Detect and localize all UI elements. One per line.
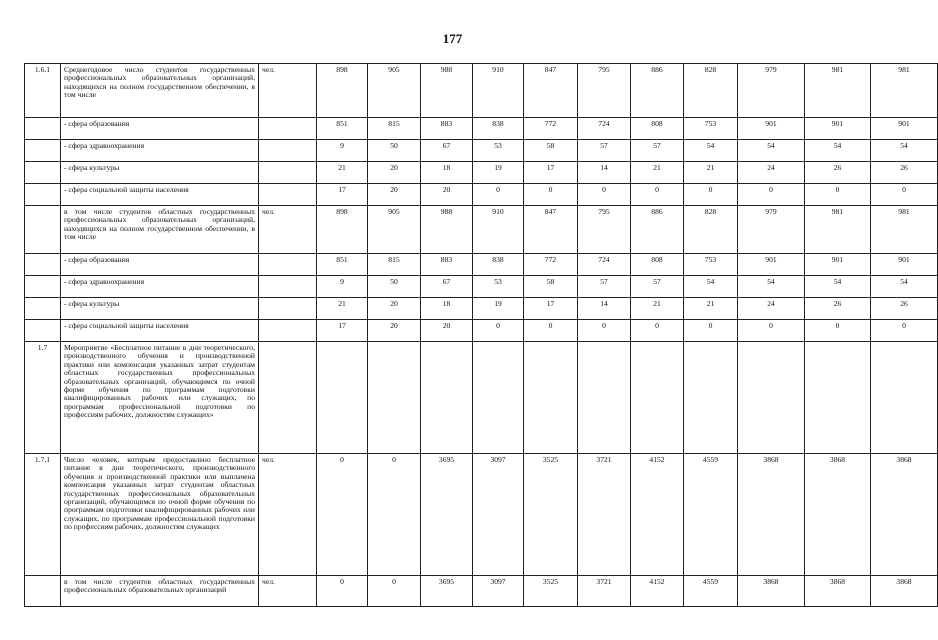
row-description-cell: - сфера образования (61, 118, 259, 140)
row-value-cell: 53 (473, 276, 524, 298)
page-number: 177 (442, 31, 463, 46)
row-value-cell (684, 342, 738, 454)
row-value-cell (871, 342, 938, 454)
row-value-cell: 0 (738, 320, 805, 342)
row-value-cell: 57 (578, 140, 631, 162)
row-value-cell (738, 342, 805, 454)
row-value-cell: 847 (524, 206, 578, 254)
row-description-cell: Среднегодовое число студентов государственных профессиональных образовательных организаций, находящихся на полном государственном обеспечении, в том числе (61, 64, 259, 118)
row-value-cell: 54 (805, 140, 871, 162)
row-value-cell (368, 342, 421, 454)
row-code-cell (25, 276, 61, 298)
row-value-cell: 979 (738, 206, 805, 254)
row-value-cell: 981 (805, 206, 871, 254)
row-unit-cell: чел. (259, 64, 317, 118)
row-value-cell: 0 (524, 184, 578, 206)
row-unit-cell: чел. (259, 576, 317, 607)
row-code-cell (25, 140, 61, 162)
table-row (25, 184, 938, 206)
row-value-cell: 3525 (524, 576, 578, 607)
table-row (25, 140, 938, 162)
row-value-cell: 26 (871, 162, 938, 184)
row-value-cell (317, 342, 368, 454)
row-value-cell: 3868 (738, 576, 805, 607)
row-value-cell: 19 (473, 298, 524, 320)
row-description-cell: - сфера здравоохранения (61, 140, 259, 162)
table-row (25, 276, 938, 298)
row-value-cell: 21 (317, 162, 368, 184)
row-value-cell: 724 (578, 254, 631, 276)
row-code-cell: 1.6.1 (25, 64, 61, 118)
table-row (25, 162, 938, 184)
row-value-cell: 21 (631, 162, 684, 184)
row-value-cell: 20 (368, 298, 421, 320)
row-value-cell: 26 (871, 298, 938, 320)
row-code-cell (25, 162, 61, 184)
row-value-cell: 981 (871, 206, 938, 254)
row-value-cell: 9 (317, 276, 368, 298)
row-value-cell: 0 (805, 320, 871, 342)
row-value-cell: 14 (578, 162, 631, 184)
row-code-cell (25, 254, 61, 276)
row-value-cell: 21 (684, 298, 738, 320)
row-description-cell: - сфера образования (61, 254, 259, 276)
table-row (25, 254, 938, 276)
indicators-table (24, 63, 938, 607)
row-value-cell: 815 (368, 254, 421, 276)
row-value-cell: 795 (578, 64, 631, 118)
row-value-cell: 753 (684, 254, 738, 276)
row-unit-cell (259, 276, 317, 298)
row-description-cell: - сфера здравоохранения (61, 276, 259, 298)
row-value-cell: 57 (578, 276, 631, 298)
row-value-cell: 883 (421, 118, 473, 140)
row-value-cell: 67 (421, 140, 473, 162)
row-value-cell: 57 (631, 276, 684, 298)
row-value-cell: 901 (871, 254, 938, 276)
row-value-cell: 58 (524, 276, 578, 298)
table-row (25, 64, 938, 118)
row-value-cell: 3525 (524, 454, 578, 576)
row-value-cell: 772 (524, 118, 578, 140)
row-value-cell: 50 (368, 276, 421, 298)
row-value-cell: 17 (524, 162, 578, 184)
row-description-cell: - сфера культуры (61, 162, 259, 184)
row-value-cell: 847 (524, 64, 578, 118)
row-value-cell: 772 (524, 254, 578, 276)
row-value-cell: 898 (317, 206, 368, 254)
row-value-cell: 14 (578, 298, 631, 320)
row-value-cell: 17 (317, 320, 368, 342)
row-value-cell: 3695 (421, 454, 473, 576)
row-value-cell: 0 (871, 320, 938, 342)
row-value-cell: 3721 (578, 454, 631, 576)
row-value-cell: 26 (805, 162, 871, 184)
row-value-cell: 886 (631, 206, 684, 254)
row-value-cell: 54 (871, 276, 938, 298)
row-value-cell: 3868 (805, 576, 871, 607)
table-row (25, 118, 938, 140)
row-value-cell: 0 (684, 184, 738, 206)
row-value-cell: 3868 (871, 576, 938, 607)
row-code-cell (25, 298, 61, 320)
row-value-cell: 901 (805, 254, 871, 276)
row-value-cell: 0 (368, 454, 421, 576)
row-value-cell: 0 (631, 184, 684, 206)
row-value-cell: 67 (421, 276, 473, 298)
row-description-cell: Число человек, которым предоставлено бесплатное питание в дни теоретического, производственного обучения и производственной практики или выплачена компенсация указанных затрат студентам областных государственных профессиональных образовательных организаций, обучающимся по очной форме обучения по программам подготовки квалифицированных рабочих или служащих, по программам профессиональной подготовки по профессиям рабочих, должностям служащих (61, 454, 259, 576)
row-value-cell: 20 (368, 320, 421, 342)
row-value-cell: 0 (871, 184, 938, 206)
row-value-cell: 4559 (684, 454, 738, 576)
row-value-cell: 9 (317, 140, 368, 162)
row-value-cell: 18 (421, 298, 473, 320)
row-value-cell: 21 (317, 298, 368, 320)
row-value-cell: 18 (421, 162, 473, 184)
row-value-cell: 20 (421, 184, 473, 206)
row-value-cell: 901 (738, 118, 805, 140)
row-value-cell: 0 (317, 576, 368, 607)
row-value-cell: 4152 (631, 454, 684, 576)
row-description-cell: - сфера социальной защиты населения (61, 184, 259, 206)
table-row (25, 206, 938, 254)
row-value-cell: 21 (631, 298, 684, 320)
row-value-cell: 17 (317, 184, 368, 206)
row-value-cell: 828 (684, 206, 738, 254)
row-value-cell: 53 (473, 140, 524, 162)
row-value-cell: 0 (473, 320, 524, 342)
row-value-cell: 795 (578, 206, 631, 254)
row-value-cell: 3868 (805, 454, 871, 576)
row-unit-cell (259, 140, 317, 162)
row-value-cell: 21 (684, 162, 738, 184)
row-value-cell (631, 342, 684, 454)
row-value-cell: 54 (738, 140, 805, 162)
row-value-cell: 910 (473, 64, 524, 118)
row-value-cell: 3695 (421, 576, 473, 607)
row-value-cell: 901 (871, 118, 938, 140)
row-value-cell: 19 (473, 162, 524, 184)
row-value-cell: 0 (578, 320, 631, 342)
row-unit-cell (259, 162, 317, 184)
row-value-cell: 50 (368, 140, 421, 162)
row-value-cell: 724 (578, 118, 631, 140)
row-value-cell: 58 (524, 140, 578, 162)
row-code-cell (25, 184, 61, 206)
row-description-cell: Мероприятие «Бесплатное питание в дни теоретического, производственного обучения и производственной практики или компенсация указанных затрат студентам областных государственных профессиональных образовательных организаций, обучающимся по очной форме обучения по программам подготовки квалифицированных рабочих или служащих, по программам профессиональной подготовки по профессиям рабочих, должностям служащих» (61, 342, 259, 454)
row-value-cell: 901 (805, 118, 871, 140)
row-value-cell: 808 (631, 254, 684, 276)
row-value-cell: 54 (871, 140, 938, 162)
row-value-cell: 808 (631, 118, 684, 140)
row-unit-cell: чел. (259, 206, 317, 254)
row-description-cell: в том числе студентов областных государственных профессиональных образовательных организаций, находящихся на полном государственном обеспечении, в том числе (61, 206, 259, 254)
row-value-cell: 54 (684, 140, 738, 162)
row-value-cell: 883 (421, 254, 473, 276)
table-row (25, 342, 938, 454)
row-value-cell: 0 (473, 184, 524, 206)
row-value-cell: 54 (684, 276, 738, 298)
row-value-cell: 57 (631, 140, 684, 162)
row-unit-cell (259, 342, 317, 454)
row-description-cell: в том числе студентов областных государственных профессиональных образовательных организаций (61, 576, 259, 607)
row-value-cell: 24 (738, 162, 805, 184)
row-value-cell: 898 (317, 64, 368, 118)
row-value-cell: 0 (805, 184, 871, 206)
row-value-cell (805, 342, 871, 454)
row-value-cell: 981 (871, 64, 938, 118)
row-value-cell: 753 (684, 118, 738, 140)
row-value-cell: 901 (738, 254, 805, 276)
row-value-cell (473, 342, 524, 454)
row-value-cell: 851 (317, 254, 368, 276)
row-unit-cell (259, 118, 317, 140)
row-value-cell: 20 (421, 320, 473, 342)
row-value-cell: 0 (368, 576, 421, 607)
table-row (25, 576, 938, 607)
table-row (25, 320, 938, 342)
row-description-cell: - сфера культуры (61, 298, 259, 320)
row-value-cell: 3097 (473, 454, 524, 576)
row-code-cell (25, 206, 61, 254)
row-value-cell: 886 (631, 64, 684, 118)
row-value-cell (524, 342, 578, 454)
row-value-cell: 3868 (738, 454, 805, 576)
table-row (25, 298, 938, 320)
row-value-cell: 838 (473, 254, 524, 276)
row-value-cell: 905 (368, 64, 421, 118)
row-code-cell (25, 320, 61, 342)
row-value-cell: 20 (368, 162, 421, 184)
row-value-cell: 54 (805, 276, 871, 298)
row-value-cell: 3097 (473, 576, 524, 607)
table-row (25, 454, 938, 576)
row-value-cell: 20 (368, 184, 421, 206)
row-value-cell: 988 (421, 64, 473, 118)
row-value-cell: 4559 (684, 576, 738, 607)
row-unit-cell (259, 254, 317, 276)
row-value-cell: 24 (738, 298, 805, 320)
row-value-cell: 988 (421, 206, 473, 254)
row-value-cell: 3868 (871, 454, 938, 576)
row-code-cell (25, 576, 61, 607)
row-unit-cell (259, 298, 317, 320)
row-value-cell: 815 (368, 118, 421, 140)
row-unit-cell (259, 320, 317, 342)
row-value-cell: 3721 (578, 576, 631, 607)
row-value-cell: 905 (368, 206, 421, 254)
row-value-cell: 828 (684, 64, 738, 118)
row-value-cell: 54 (738, 276, 805, 298)
row-value-cell: 0 (578, 184, 631, 206)
row-value-cell: 851 (317, 118, 368, 140)
row-value-cell: 838 (473, 118, 524, 140)
row-value-cell: 26 (805, 298, 871, 320)
row-value-cell: 981 (805, 64, 871, 118)
row-value-cell: 0 (738, 184, 805, 206)
row-value-cell: 4152 (631, 576, 684, 607)
row-unit-cell (259, 184, 317, 206)
row-value-cell: 17 (524, 298, 578, 320)
row-value-cell (578, 342, 631, 454)
row-value-cell (421, 342, 473, 454)
row-value-cell: 979 (738, 64, 805, 118)
row-code-cell: 1.7.1 (25, 454, 61, 576)
row-code-cell (25, 118, 61, 140)
row-value-cell: 910 (473, 206, 524, 254)
row-description-cell: - сфера социальной защиты населения (61, 320, 259, 342)
row-value-cell: 0 (684, 320, 738, 342)
row-value-cell: 0 (631, 320, 684, 342)
row-unit-cell: чел. (259, 454, 317, 576)
row-code-cell: 1.7 (25, 342, 61, 454)
row-value-cell: 0 (524, 320, 578, 342)
row-value-cell: 0 (317, 454, 368, 576)
